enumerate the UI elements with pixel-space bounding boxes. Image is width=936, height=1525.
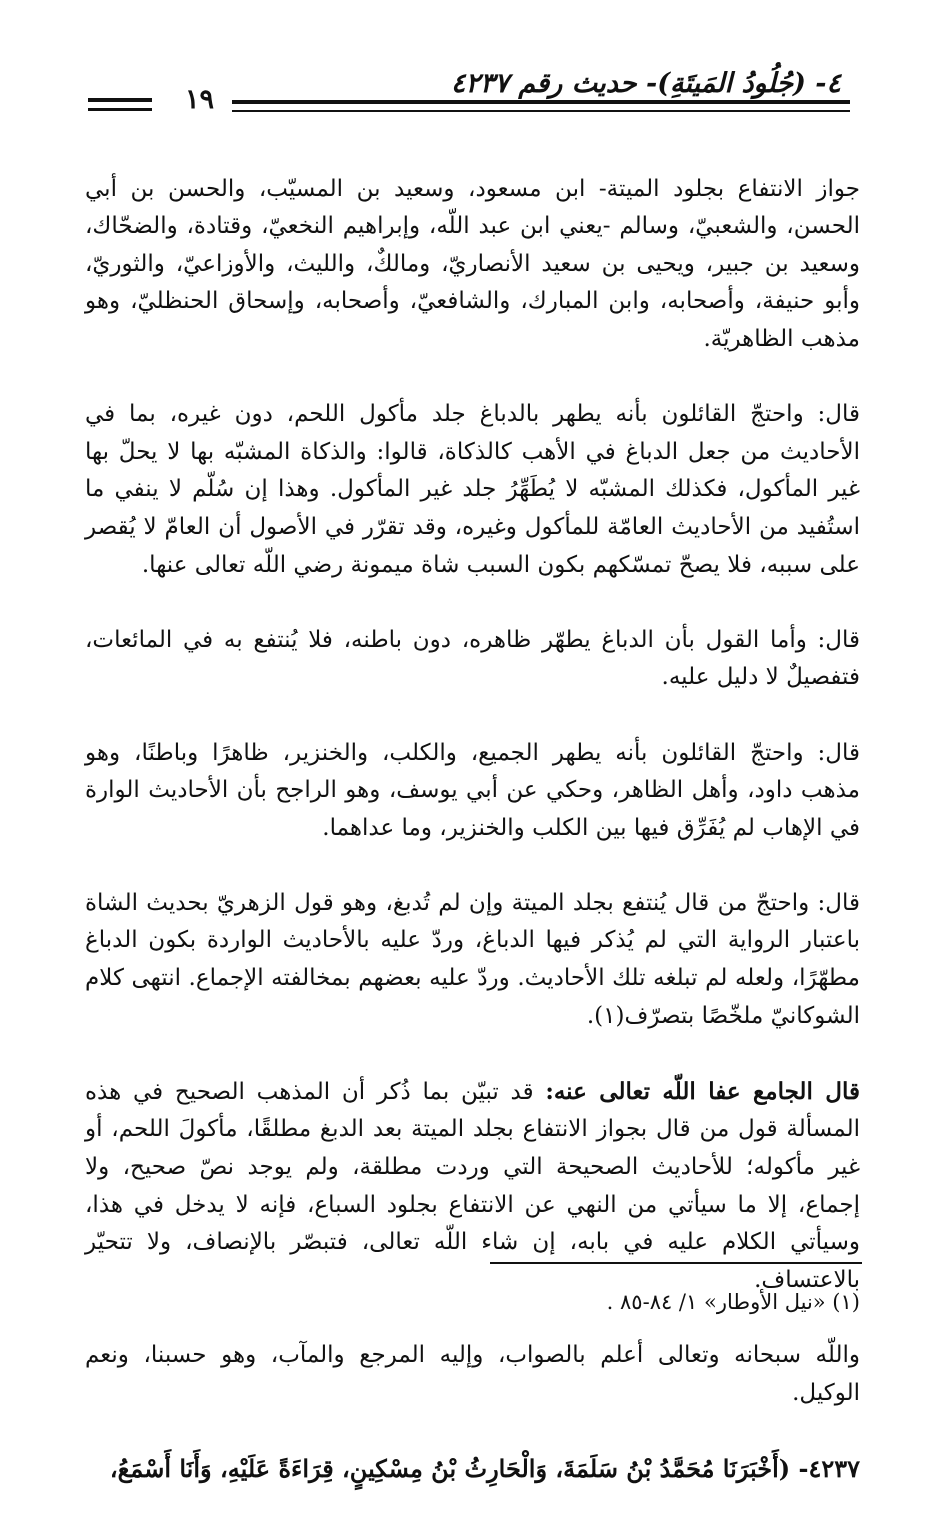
- paragraph: [85, 1073, 860, 1300]
- footnote: (١) «نيل الأوطار» ١/ ٨٤-٨٥ .: [606, 1290, 860, 1314]
- paragraph-text: واللّه سبحانه وتعالى أعلم بالصواب، وإليه المرجع والمآب، وهو حسبنا، ونعم الوكيل.: [85, 1342, 860, 1406]
- paragraph: [85, 396, 860, 584]
- header-rule: [232, 100, 850, 104]
- footnote-rule: [490, 1262, 862, 1264]
- paragraph: [85, 622, 860, 697]
- paragraph: [85, 735, 860, 848]
- paragraph-text: جواز الانتفاع بجلود الميتة- ابن مسعود، وسعيد بن المسيّب، والحسن بن أبي الحسن، والشعبيّ، وسالم -يعني ابن عبد اللّه، وإبراهيم النخعيّ، وقتادة، والضحّاك، وسعيد بن جبير، ويحيى بن سعيد الأنصاريّ، ومالكٌ، والليث، والأوزاعيّ، والثوريّ، وأبو حنيفة، وأصحابه، وابن المبارك، والشافعيّ، وأصحابه، وإسحاق الحنظليّ، وهو مذهب الظاهريّة.: [85, 175, 860, 352]
- paragraph-text: قال: واحتجّ القائلون بأنه يطهر بالدباغ جلد مأكول اللحم، دون غيره، بما في الأحاديث من جعل الدباغ في الأهب كالذكاة، قالوا: والذكاة المشبّه بها لا يحلّ بها غير المأكول، فكذلك المشبّه لا يُطَهِّرُ جلد غير المأكول. وهذا إن سُلّم لا ينفي ما استُفيد من الأحاديث العامّة للمأكول وغيره، وقد تقرّر في الأصول أن العامّ لا يُقصر على سببه، فلا يصحّ تمسّكهم بكون السبب شاة ميمونة رضي اللّه تعالى عنها.: [85, 401, 860, 578]
- paragraph-text: قال: وأما القول بأن الدباغ يطهّر ظاهره، دون باطنه، فلا يُنتفع به في المائعات، فتفصيلٌ لا دليل عليه.: [85, 626, 860, 691]
- page-number: ١٩: [185, 84, 215, 115]
- paragraph-text: قد تبيّن بما ذُكر أن المذهب الصحيح في هذه المسألة قول من قال بجواز الانتفاع بجلد الميتة بعد الدبغ مطلقًا، مأكولَ اللحم، أو غير مأكوله؛ للأحاديث الصحيحة التي وردت مطلقة، ولم يوجد نصّ صحيح، ولا إجماع، إلا ما سيأتي من النهي عن الانتفاع بجلود السباع، فإنه لا يدخل في هذا، وسيأتي الكلام عليه في بابه، إن شاء اللّه تعالى، فتبصّر بالإنصاف، ولا تتحيّر بالاعتساف.: [85, 1078, 860, 1293]
- header-rule: [88, 108, 152, 111]
- paragraph: [85, 885, 860, 1035]
- header-rule: [232, 110, 850, 112]
- header-rule: [88, 98, 152, 102]
- paragraph: [85, 171, 860, 359]
- paragraph-text: قال: واحتجّ القائلون بأنه يطهر الجميع، والكلب، والخنزير، ظاهرًا وباطنًا، وهو مذهب داود، وأهل الظاهر، وحكي عن أبي يوسف، وهو الراجح بأن الأحاديث الوارة في الإهاب لم يُفَرِّق فيها بين الكلب والخنزير، وما عداهما.: [85, 739, 860, 841]
- hadith-isnad-line: ٤٢٣٧- (أَخْبَرَنَا مُحَمَّدُ بْنُ سَلَمَةَ، وَالْحَارِثُ بْنُ مِسْكِينٍ، قِرَاءَةً عَلَيْهِ، وَأَنَا أَسْمَعُ،: [109, 1453, 860, 1483]
- body-text: [85, 133, 860, 1525]
- paragraph-label: قال الجامع عفا اللّه تعالى عنه:: [545, 1077, 860, 1105]
- paragraph-text: قال: واحتجّ من قال يُنتفع بجلد الميتة وإن لم تُدبغ، وهو قول الزهريّ بحديث الشاة باعتبار الرواية التي لم يُذكر فيها الدباغ، وردّ عليه بالأحاديث الواردة بكون الدباغ مطهّرًا، ولعله لم تبلغه تلك الأحاديث. وردّ عليه بعضهم بمخالفته الإجماع. انتهى كلام الشوكانيّ ملخّصًا بتصرّف(١).: [85, 889, 860, 1029]
- running-header-title: ٤- (جُلُودُ المَيتَةِ)- حديث رقم ٤٢٣٧: [450, 68, 841, 99]
